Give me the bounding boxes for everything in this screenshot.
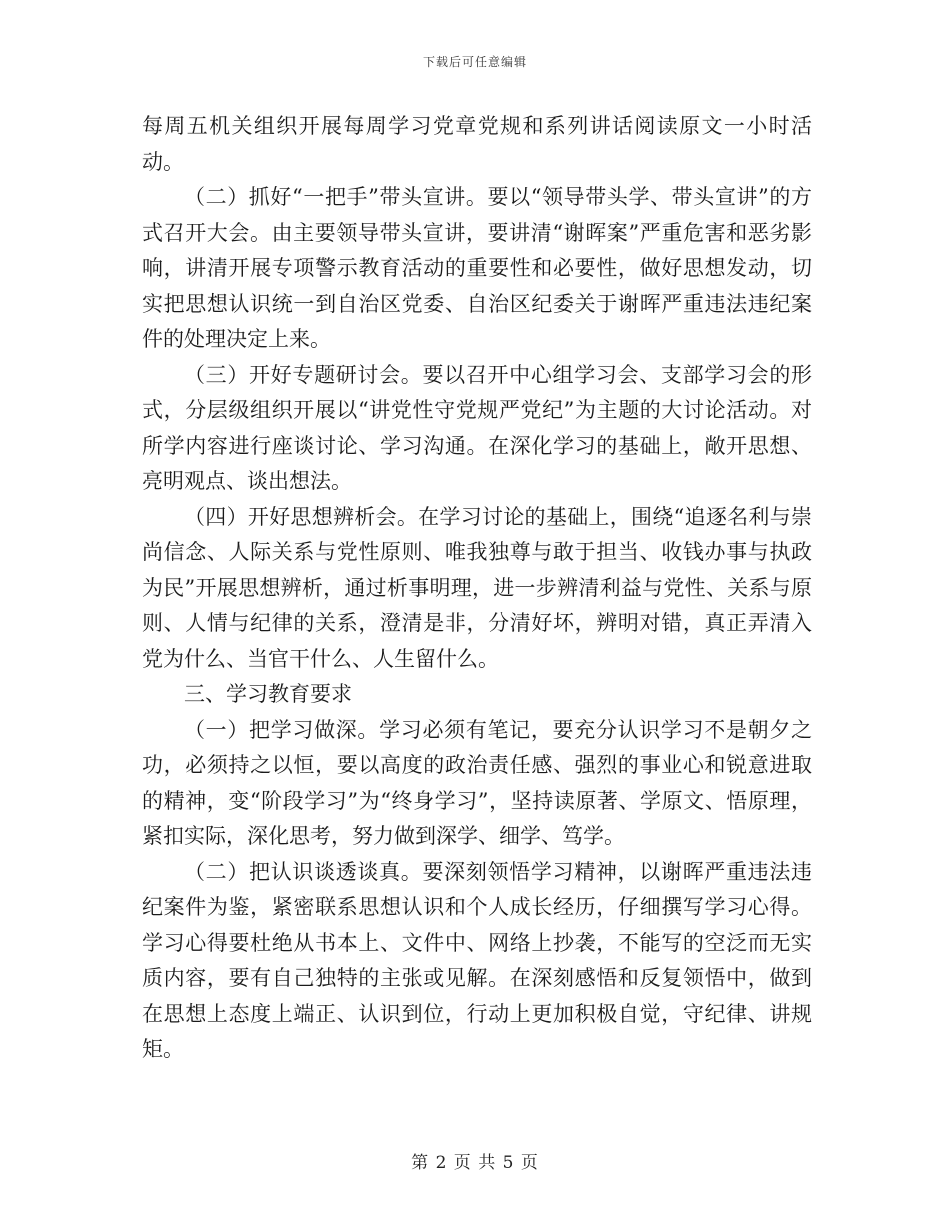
document-body — [142, 109, 812, 1068]
paragraph: （二）把认识谈透谈真。要深刻领悟学习精神，以谢晖严重违法违纪案件为鉴，紧密联系思想认识和个人成长经历，仔细撰写学习心得。学习心得要杜绝从书本上、文件中、网络上抄袭，不能写的空泛而无实质内容，要有自己独特的主张或见解。在深刻感悟和反复领悟中，做到在思想上态度上端正、认识到位，行动上更加积极自觉，守纪律、讲规矩。 — [142, 859, 812, 1061]
section-heading: 三、学习教育要求 — [184, 682, 352, 706]
paragraph: （三）开好专题研讨会。要以召开中心组学习会、支部学习会的形式，分层级组织开展以“讲党性守党规严党纪”为主题的大讨论活动。对所学内容进行座谈讨论、学习沟通。在深化学习的基础上，敞开思想、亮明观点、谈出想法。 — [142, 362, 812, 493]
paragraph: （一）把学习做深。学习必须有笔记，要充分认识学习不是朝夕之功，必须持之以恒，要以高度的政治责任感、强烈的事业心和锐意进取的精神，变“阶段学习”为“终身学习”，坚持读原著、学原文、悟原理，紧扣实际，深化思考，努力做到深学、细学、笃学。 — [142, 717, 812, 848]
paragraph: （二）抓好“一把手”带头宣讲。要以“领导带头学、带头宣讲”的方式召开大会。由主要领导带头宣讲，要讲清“谢晖案”严重危害和恶劣影响，讲清开展专项警示教育活动的重要性和必要性，做好思想发动，切实把思想认识统一到自治区党委、自治区纪委关于谢晖严重违法违纪案件的处理决定上来。 — [142, 185, 812, 351]
page-header: 下载后可任意编辑 — [422, 55, 527, 69]
paragraph: （四）开好思想辨析会。在学习讨论的基础上，围绕“追逐名利与崇尚信念、人际关系与党性原则、唯我独尊与敢于担当、收钱办事与执政为民”开展思想辨析，通过析事明理，进一步辨清利益与党性、关系与原则、人情与纪律的关系，澄清是非，分清好坏，辨明对错，真正弄清入党为什么、当官干什么、人生留什么。 — [142, 504, 812, 671]
paragraph: 每周五机关组织开展每周学习党章党规和系列讲话阅读原文一小时活动。 — [142, 114, 812, 174]
page-number: 第 2 页 共 5 页 — [411, 1153, 539, 1173]
